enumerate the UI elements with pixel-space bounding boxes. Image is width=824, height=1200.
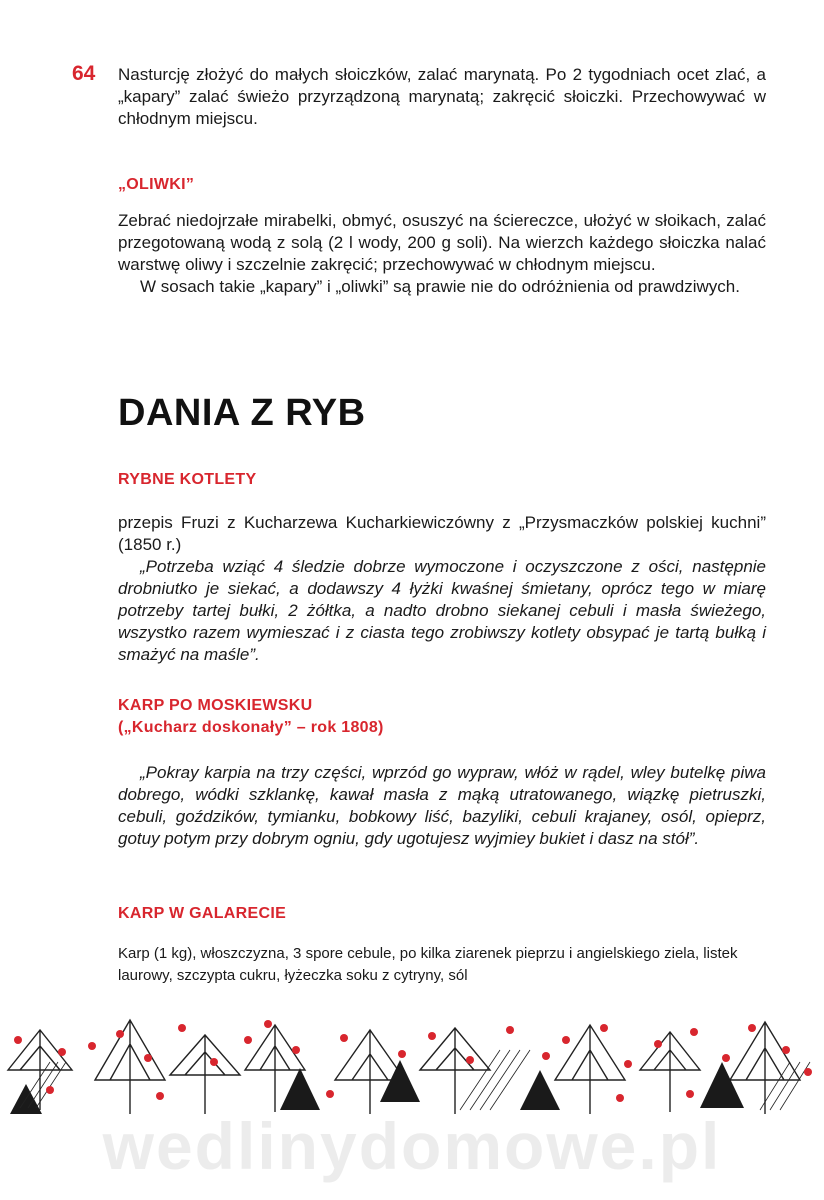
tree-filled-group <box>10 1060 744 1114</box>
intro-paragraph: Nasturcję złożyć do małych słoiczków, zalać marynatą. Po 2 tygodniach ocet zlać, a „kapary” zalać świeżo przyrządzoną marynatą; zakręcić słoiczki. Przechowywać w chłodnym miejscu. <box>118 65 766 128</box>
rybne-kotlety-heading: RYBNE KOTLETY <box>118 471 257 488</box>
rybne-kotlety-source: przepis Fruzi z Kucharzewa Kucharkiewiczówny z „Przysmaczków polskiej kuchni” (1850 r.) <box>118 513 766 554</box>
oliwki-paragraph-2: W sosach takie „kapary” i „oliwki” są prawie nie do odróżnienia od prawdziwych. <box>140 277 740 296</box>
section-title: DANIA Z RYB <box>118 392 366 434</box>
oliwki-section <box>118 210 766 298</box>
oliwki-paragraph-1: Zebrać niedojrzałe mirabelki, obmyć, osuszyć na ściereczce, ułożyć w słoikach, zalać przegotowaną wodą z solą (2 l wody, 200 g soli). Na wierzch każdego słoiczka nalać warstwę oliwy i szczelnie zakręcić; przechowywać w chłodnym miejscu. <box>118 211 766 274</box>
page-number: 64 <box>72 62 96 85</box>
karp-po-moskiewsku-heading: KARP PO MOSKIEWSKU <box>118 697 313 714</box>
oliwki-heading: „OLIWKI” <box>118 176 195 193</box>
karp-po-moskiewsku-quote: „Pokray karpia na trzy części, wprzód go wypraw, włóż w rądel, wley butelkę piwa dobrego, wódki szklankę, kawał masła z mąką utratowanego, wiązkę pietruszki, cebuli, goździków, tymianku, bobkowy liść, bazyliki, cebuli krajaney, osól, opieprz, gotuy potym przy dobrym ogniu, gdy ugotujesz wyjmiey bukiet i dasz na stół”. <box>118 763 766 848</box>
rybne-kotlety-section <box>118 512 766 666</box>
karp-w-galarecie-heading: KARP W GALARECIE <box>118 905 287 922</box>
christmas-trees-border <box>0 1010 824 1120</box>
watermark: wedlinydomowe.pl <box>102 1109 722 1183</box>
karp-w-galarecie-ingredients: Karp (1 kg), włoszczyzna, 3 spore cebule, po kilka ziarenek pieprzu i angielskiego ziela, listek laurowy, szczypta cukru, łyżeczka soku z cytryny, sól <box>118 945 738 984</box>
rybne-kotlety-quote: „Potrzeba wziąć 4 śledzie dobrze wymoczone i oczyszczone z ości, następnie drobniutko je siekać, a dodawszy 4 łyżki kwaśnej śmietany, oprócz tego w miarę potrzeby tartej bułki, 2 żółtka, a nadto drobno siekanej cebuli i masła świeżego, wszystko razem wymieszać i z ciasta tego zrobiwszy kotlety obsypać je tartą bułką i smażyć na maśle”. <box>118 557 766 664</box>
karp-po-moskiewsku-subheading: („Kucharz doskonały” – rok 1808) <box>118 719 384 736</box>
